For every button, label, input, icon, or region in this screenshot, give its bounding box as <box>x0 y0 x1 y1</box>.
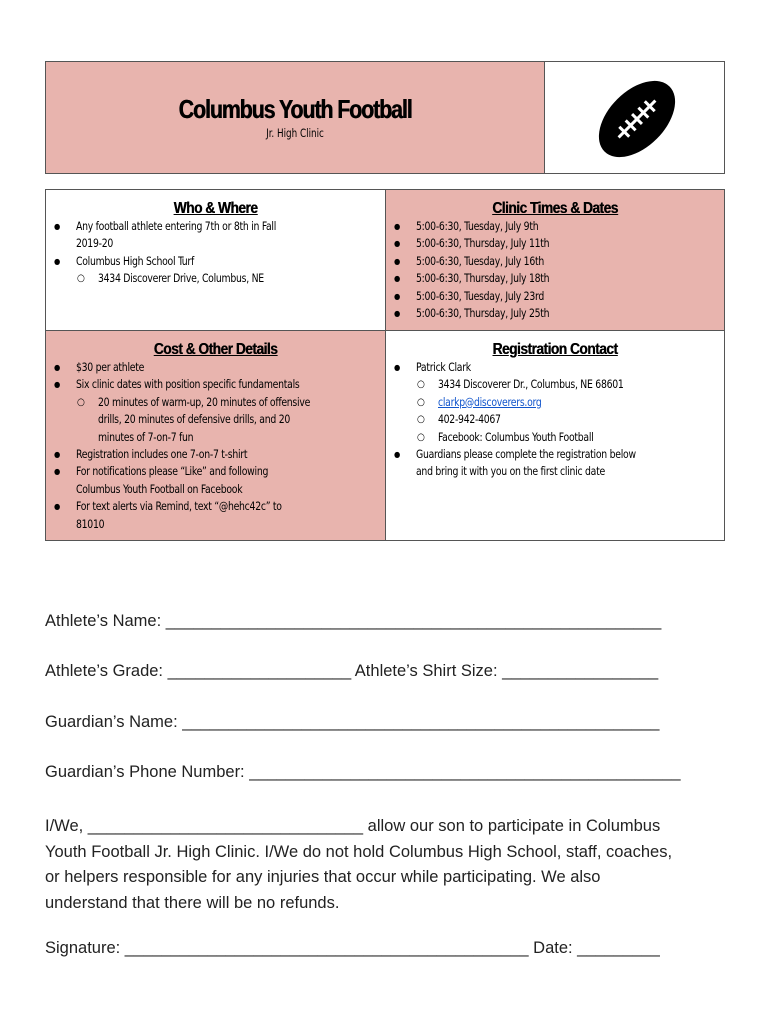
contact-facebook: ○ Facebook: Columbus Youth Football <box>386 429 724 446</box>
football-icon <box>589 71 685 167</box>
contact-heading: Registration Contact <box>492 341 618 358</box>
contact-name: ● Patrick Clark <box>386 359 724 376</box>
who-where-heading: Who & Where <box>173 200 258 217</box>
list-item: ● Registration includes one 7-on-7 t-shirt <box>46 446 385 463</box>
contact-email <box>386 394 724 411</box>
clinic-times-heading: Clinic Times & Dates <box>492 200 618 217</box>
page-subtitle: Jr. High Clinic <box>266 126 324 140</box>
waiver-line: Youth Football Jr. High Clinic. I/We do not hold Columbus High School, staff, coaches, <box>45 842 673 861</box>
contact-address: ○ 3434 Discoverer Dr., Columbus, NE 68601 <box>386 376 724 393</box>
waiver-line: or helpers responsible for any injuries that occur while participating. We also <box>45 868 601 886</box>
list-item: ● 5:00-6:30, Tuesday, July 23rd <box>386 288 724 305</box>
list-item: ● 5:00-6:30, Thursday, July 11th <box>386 235 724 252</box>
list-item: ● 5:00-6:30, Tuesday, July 16th <box>386 253 724 270</box>
header-box <box>45 61 725 174</box>
signature-date-field[interactable]: Signature: ____________________________________________ Date: _________ <box>45 939 660 957</box>
list-item: ● 5:00-6:30, Tuesday, July 9th <box>386 218 724 235</box>
list-item: ○ 3434 Discoverer Drive, Columbus, NE <box>46 270 385 287</box>
email-link[interactable]: clarkp@discoverers.org <box>438 394 542 409</box>
list-item: ● 5:00-6:30, Thursday, July 25th <box>386 305 724 322</box>
list-item: ● Columbus High School Turf <box>46 253 385 270</box>
cost-cell <box>46 331 386 540</box>
page-title: Columbus Youth Football <box>178 94 412 124</box>
contact-list <box>386 359 724 481</box>
who-where-cell <box>46 190 386 331</box>
contact-phone: ○ 402-942-4067 <box>386 411 724 428</box>
guardian-note: ● Guardians please complete the registration below and bring it with you on the first clinic date <box>386 446 724 481</box>
info-table <box>45 189 725 541</box>
waiver-paragraph <box>45 814 735 916</box>
list-item: ● For text alerts via Remind, text “@hehc42c” to 81010 <box>46 498 385 533</box>
cost-heading: Cost & Other Details <box>153 341 278 358</box>
clinic-times-list <box>386 218 724 322</box>
list-item: ● $30 per athlete <box>46 359 385 376</box>
list-item: ● 5:00-6:30, Thursday, July 18th <box>386 270 724 287</box>
header-title-area <box>46 62 545 173</box>
guardian-phone-field[interactable]: Guardian’s Phone Number: _______________________________________________ <box>45 763 681 781</box>
list-item: ● For notifications please “Like” and following Columbus Youth Football on Facebook <box>46 463 385 498</box>
contact-cell <box>386 331 724 540</box>
who-where-list <box>46 218 385 288</box>
athlete-name-field[interactable]: Athlete’s Name: ______________________________________________________ <box>45 612 662 630</box>
list-item: ● Six clinic dates with position specific fundamentals <box>46 376 385 393</box>
list-item: ○ 20 minutes of warm-up, 20 minutes of offensive drills, 20 minutes of defensive drills, and 20 minutes of 7-on-7 fun <box>46 394 385 446</box>
athlete-grade-shirt-field[interactable]: Athlete’s Grade: ____________________ Athlete’s Shirt Size: _________________ <box>45 662 659 680</box>
waiver-line[interactable]: I/We, ______________________________ allow our son to participate in Columbus <box>45 817 661 835</box>
waiver-line: understand that there will be no refunds. <box>45 893 340 912</box>
clinic-times-cell <box>386 190 724 331</box>
guardian-name-field[interactable]: Guardian’s Name: ____________________________________________________ <box>45 713 660 731</box>
list-item: ● Any football athlete entering 7th or 8th in Fall 2019-20 <box>46 218 385 253</box>
cost-list <box>46 359 385 533</box>
header-logo-area <box>545 62 724 173</box>
